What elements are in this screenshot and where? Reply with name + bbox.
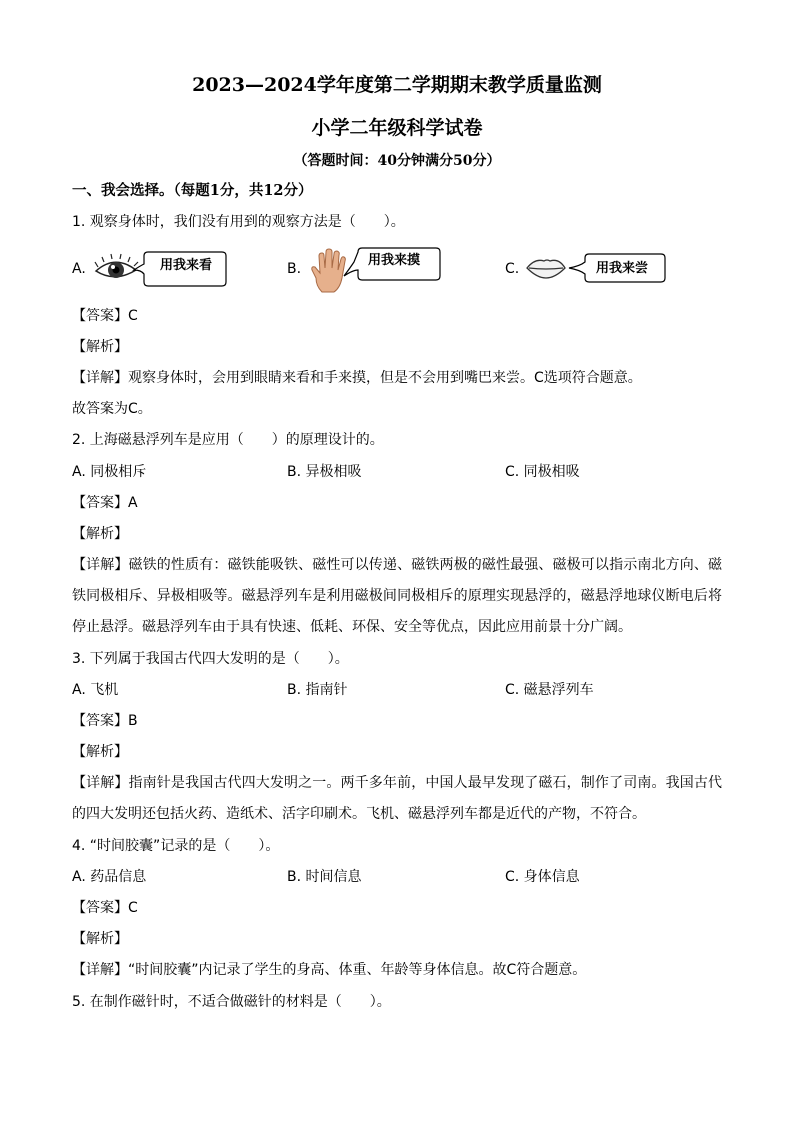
q1-option-a-bubble-text: 用我来看 — [160, 258, 213, 273]
q1-answer: 【答案】C — [72, 308, 138, 324]
q3-answer: 【答案】B — [72, 713, 138, 729]
q2-option-b: B. 异极相吸 — [287, 464, 362, 480]
q2-option-c: C. 同极相吸 — [505, 464, 580, 480]
q1-conclusion: 故答案为C。 — [72, 401, 152, 417]
q1-stem: 1. 观察身体时，我们没有用到的观察方法是（ ）。 — [72, 214, 405, 230]
q3-detail: 【详解】指南针是我国古代四大发明之一。两千多年前，中国人最早发现了磁石，制作了司南。我国古代的四大发明还包括火药、造纸术、活字印刷术。飞机、磁悬浮列车都是近代的产物，不符合。 — [72, 775, 722, 822]
q2-option-a: A. 同极相斥 — [72, 464, 147, 480]
q4-option-c: C. 身体信息 — [505, 869, 580, 885]
q3-option-b: B. 指南针 — [287, 682, 348, 698]
q1-option-b-label: B. — [287, 261, 302, 277]
q4-answer: 【答案】C — [72, 900, 138, 916]
q4-option-a: A. 药品信息 — [72, 869, 147, 885]
q3-option-c: C. 磁悬浮列车 — [505, 682, 594, 698]
q5-stem: 5. 在制作磁针时，不适合做磁针的材料是（ ）。 — [72, 994, 391, 1010]
hand-icon — [312, 249, 346, 292]
q4-option-b: B. 时间信息 — [287, 869, 362, 885]
exam-time-note: （答题时间：40分钟满分50分） — [293, 153, 501, 169]
eye-icon — [95, 254, 138, 278]
q3-option-a: A. 飞机 — [72, 682, 119, 698]
q4-analysis: 【解析】 — [72, 931, 128, 947]
q2-stem: 2. 上海磁悬浮列车是应用（ ）的原理设计的。 — [72, 432, 384, 448]
q4-stem: 4. “时间胶囊”记录的是（ ）。 — [72, 838, 280, 854]
section-heading: 一、我会选择。（每题1分，共12分） — [72, 182, 313, 199]
exam-subtitle: 小学二年级科学试卷 — [311, 117, 483, 139]
q2-answer: 【答案】A — [72, 495, 138, 511]
q4-detail: 【详解】“时间胶囊”内记录了学生的身高、体重、年龄等身体信息。故C符合题意。 — [72, 962, 587, 978]
q2-analysis: 【解析】 — [72, 526, 128, 542]
q1-detail: 【详解】观察身体时，会用到眼睛来看和手来摸，但是不会用到嘴巴来尝。C选项符合题意。 — [72, 370, 642, 386]
q1-option-b-bubble-text: 用我来摸 — [368, 253, 421, 268]
q2-detail: 【详解】磁铁的性质有：磁铁能吸铁、磁性可以传递、磁铁两极的磁性最强、磁极可以指示南北方向、磁铁同极相斥、异极相吸等。磁悬浮列车是利用磁极间同极相斥的原理实现悬浮的，磁悬浮地球仪断电后将停止悬浮。磁悬浮列车由于具有快速、低耗、环保、安全等优点，因此应用前景十分广阔。 — [72, 557, 722, 635]
q3-analysis: 【解析】 — [72, 744, 128, 760]
lips-icon — [527, 260, 565, 278]
q3-stem: 3. 下列属于我国古代四大发明的是（ ）。 — [72, 651, 349, 667]
q1-option-c-bubble-text: 用我来尝 — [596, 261, 649, 276]
q1-option-a-label: A. — [72, 261, 86, 277]
q1-analysis: 【解析】 — [72, 339, 128, 355]
exam-title: 2023—2024学年度第二学期期末教学质量监测 — [192, 74, 602, 96]
q1-option-c-label: C. — [505, 261, 520, 277]
